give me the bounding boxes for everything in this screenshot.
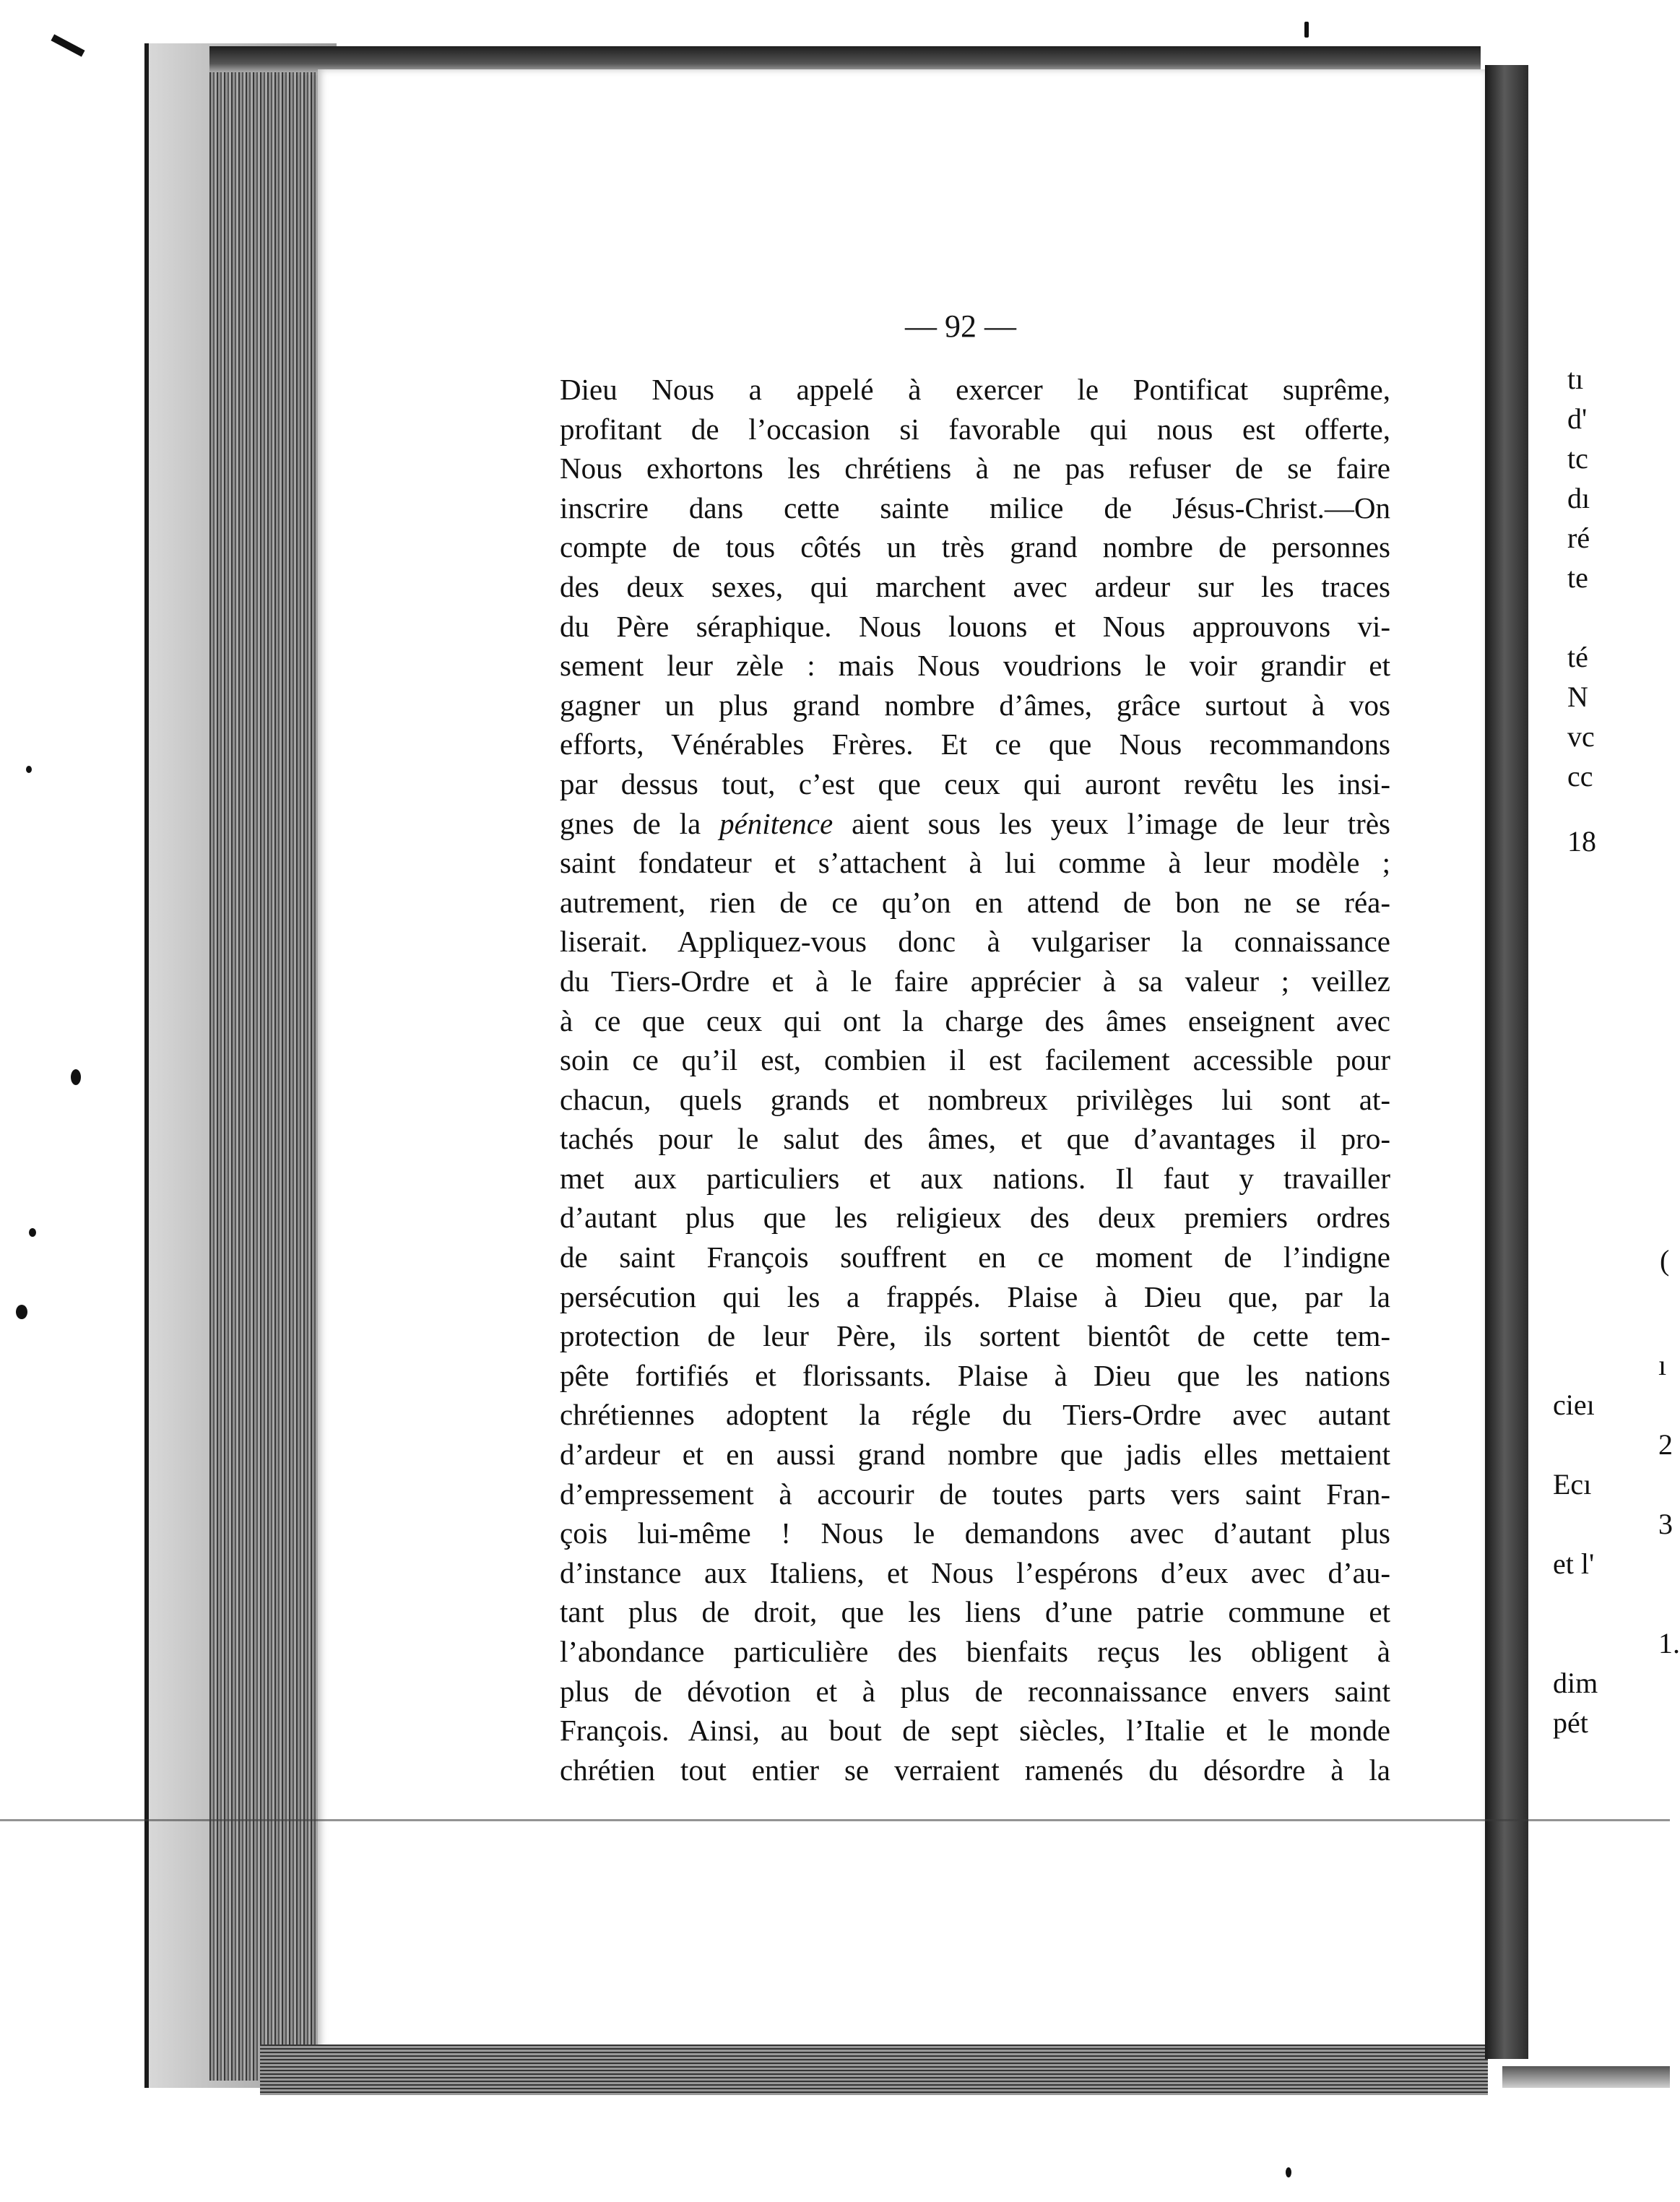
body-text <box>560 370 1390 1789</box>
text-line: gagner un plus grand nombre d’âmes, grâce surtout à vos <box>560 688 1390 722</box>
adjacent-fragment: Ecı <box>1553 1468 1592 1501</box>
text-line: çois lui-même ! Nous le demandons avec d’autant plus <box>560 1516 1390 1550</box>
adjacent-fragment: pét <box>1553 1706 1588 1739</box>
adjacent-fragment: N <box>1567 681 1588 713</box>
text-segment: gnes de la <box>560 806 720 840</box>
adjacent-fragment: dı <box>1567 482 1590 514</box>
text-line: inscrire dans cette sainte milice de Jésus-Christ.—On <box>560 491 1390 524</box>
text-line: Nous exhortons les chrétiens à ne pas refuser de se faire <box>560 452 1390 485</box>
text-line: soin ce qu’il est, combien il est facilement accessible pour <box>560 1043 1390 1077</box>
adjacent-fragment: tc <box>1567 442 1588 475</box>
text-line: saint fondateur et s’attachent à lui comme à leur modèle ; <box>560 846 1390 880</box>
scan-speck <box>16 1305 27 1319</box>
text-line: liserait. Appliquez-vous donc à vulgariser la connaissance <box>560 925 1390 959</box>
book-gutter <box>1485 65 1528 2059</box>
adjacent-fragment: d' <box>1567 402 1588 435</box>
text-line: d’empressement à accourir de toutes parts vers saint Fran- <box>560 1477 1390 1511</box>
adjacent-fragment: ı <box>1658 1349 1667 1381</box>
text-line: compte de tous côtés un très grand nombre de personnes <box>560 530 1390 564</box>
text-line: autrement, rien de ce qu’on en attend de bon ne se réa- <box>560 885 1390 919</box>
adjacent-page-edge <box>1502 2066 1670 2088</box>
text-line: d’ardeur et en aussi grand nombre que jadis elles mettaient <box>560 1438 1390 1472</box>
text-line: pête fortifiés et florissants. Plaise à Dieu que les nations <box>560 1358 1390 1392</box>
adjacent-fragment: tı <box>1567 363 1584 395</box>
text-line: sement leur zèle : mais Nous voudrions le voir grandir et <box>560 649 1390 683</box>
adjacent-fragment: cc <box>1567 760 1593 793</box>
text-line: persécution qui les a frappés. Plaise à Dieu que, par la <box>560 1279 1390 1313</box>
adjacent-fragment: vc <box>1567 720 1595 753</box>
text-line: du Tiers-Ordre et à le faire apprécier à sa valeur ; veillez <box>560 964 1390 998</box>
text-line: tant plus de droit, que les liens d’une patrie commune et <box>560 1595 1390 1629</box>
text-line: efforts, Vénérables Frères. Et ce que Nous recommandons <box>560 727 1390 761</box>
adjacent-fragment: 2 <box>1658 1428 1673 1461</box>
page-edges <box>209 72 318 2081</box>
text-line: protection de leur Père, ils sortent bientôt de cette tem- <box>560 1319 1390 1353</box>
scan-speck <box>1286 2167 1291 2177</box>
text-line: du Père séraphique. Nous louons et Nous approuvons vi- <box>560 609 1390 643</box>
scan-speck <box>29 1228 36 1237</box>
adjacent-fragment: ré <box>1567 522 1590 554</box>
italic-word: pénitence <box>719 806 833 840</box>
page-edges-bottom <box>260 2045 1488 2095</box>
text-line: François. Ainsi, au bout de sept siècles, l’Italie et le monde <box>560 1714 1390 1748</box>
adjacent-fragment: 1. <box>1658 1627 1680 1659</box>
adjacent-fragment: 3 <box>1658 1508 1673 1540</box>
text-line: profitant de l’occasion si favorable qui nous est offerte, <box>560 412 1390 446</box>
scan-line-artifact <box>0 1819 1670 1821</box>
text-line: par dessus tout, c’est que ceux qui auront revêtu les insi- <box>560 767 1390 800</box>
adjacent-fragment: 18 <box>1567 825 1596 858</box>
text-line: Dieu Nous a appelé à exercer le Pontificat suprême, <box>560 373 1390 406</box>
text-line: d’instance aux Italiens, et Nous l’espérons d’eux avec d’au- <box>560 1555 1390 1589</box>
text-line: met aux particuliers et aux nations. Il faut y travailler <box>560 1161 1390 1195</box>
text-line: tachés pour le salut des âmes, et que d’avantages il pro- <box>560 1122 1390 1156</box>
text-line: des deux sexes, qui marchent avec ardeur sur les traces <box>560 569 1390 603</box>
text-line: plus de dévotion et à plus de reconnaissance envers saint <box>560 1674 1390 1708</box>
text-line: l’abondance particulière des bienfaits reçus les obligent à <box>560 1635 1390 1668</box>
text-line: d’autant plus que les religieux des deux premiers ordres <box>560 1201 1390 1235</box>
adjacent-fragment: té <box>1567 641 1588 673</box>
scan-speck <box>26 766 32 773</box>
text-segment: aient sous les yeux l’image de leur très <box>833 806 1390 840</box>
text-line: de saint François souffrent en ce moment de l’indigne <box>560 1240 1390 1274</box>
text-line: chrétien tout entier se verraient ramenés du désordre à la <box>560 1753 1390 1787</box>
adjacent-fragment: ( <box>1660 1244 1670 1277</box>
adjacent-fragment: cieı <box>1553 1389 1595 1421</box>
text-line-with-italic <box>560 804 1390 844</box>
text-line: à ce que ceux qui ont la charge des âmes enseignent avec <box>560 1003 1390 1037</box>
adjacent-fragment: dim <box>1553 1667 1598 1699</box>
scan-speck <box>1304 22 1309 38</box>
adjacent-fragment: et l' <box>1553 1547 1595 1580</box>
adjacent-page <box>1528 69 1670 2063</box>
text-line: chrétiennes adoptent la régle du Tiers-Ordre avec autant <box>560 1398 1390 1432</box>
scan-speck <box>71 1069 81 1085</box>
text-line: chacun, quels grands et nombreux privilèges lui sont at- <box>560 1082 1390 1116</box>
adjacent-fragment: te <box>1567 561 1588 594</box>
page-number: — 92 — <box>905 308 1016 344</box>
